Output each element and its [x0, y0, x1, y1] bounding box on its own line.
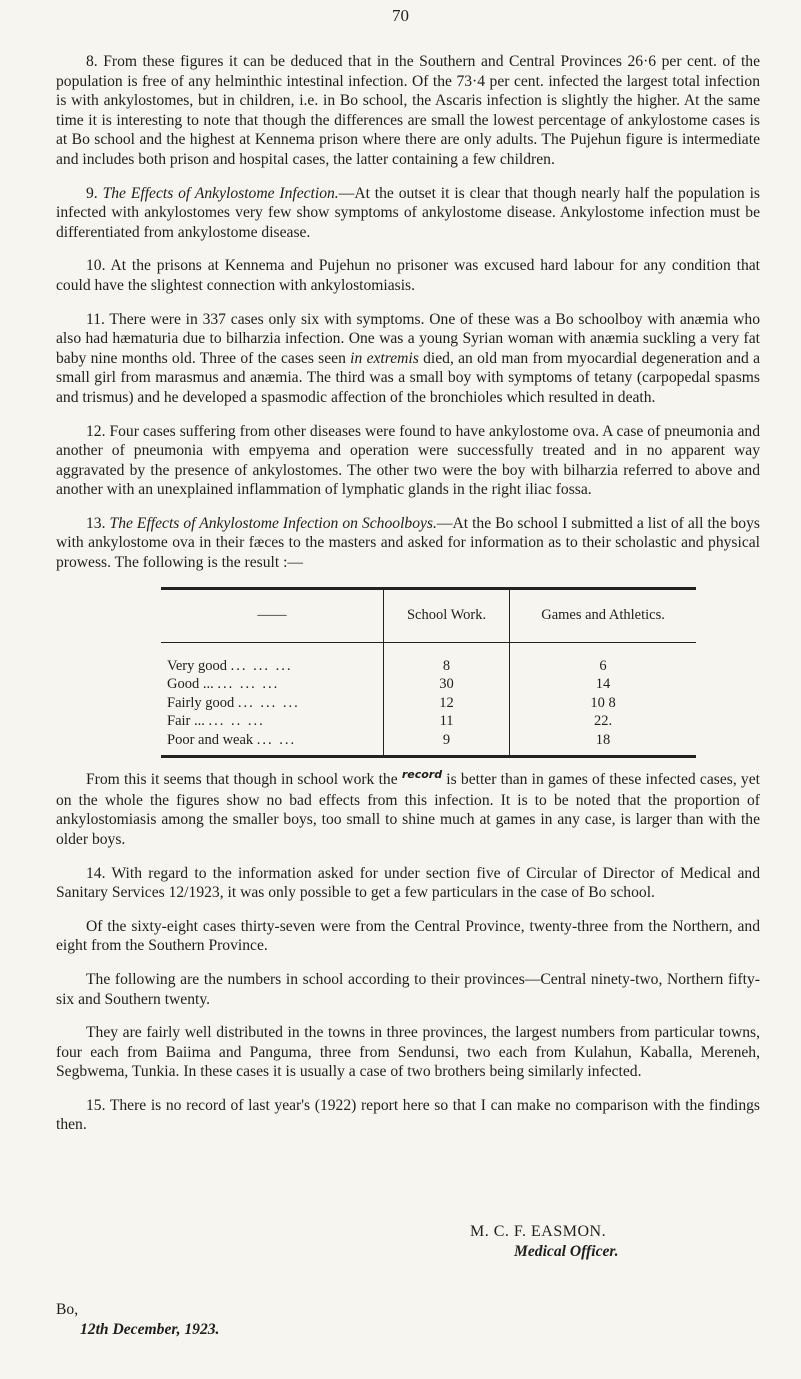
leader-dots: ... ...	[256, 731, 297, 748]
table-row	[161, 731, 696, 757]
paragraph-13-text: —At the Bo school I submitted a list of all the boys with ankylostome ova in their fæces to the masters and asked for information as to their scholastic and physical prowess. The following is the result :—	[56, 514, 760, 572]
row-label	[161, 675, 384, 694]
row-label	[161, 731, 384, 757]
table-header-row	[161, 588, 696, 642]
header-school-work: School Work.	[384, 588, 510, 642]
table-row	[161, 675, 696, 694]
table-row	[161, 712, 696, 731]
school-work-value: 8	[384, 642, 510, 675]
paragraph-10: 10. At the prisons at Kennema and Pujehun no prisoner was excused hard labour for any condition that could have the slightest connection with ankylostomiasis.	[56, 257, 760, 294]
paragraph-11-text-b: died, an old man from myocardial degeneration and a small girl from marasmus and anæmia. The third was a small boy with symptoms of tetany (carpopedal spasms and trismus) and he developed a spasmodic affection of the bronchioles which resulted in death.	[56, 349, 761, 406]
place: Bo,	[56, 1301, 79, 1318]
games-value: 10 8	[510, 694, 696, 713]
paragraph-14: 14. With regard to the information asked for under section five of Circular of Director of Medical and Sanitary Services 12/1923, it was only possible to get a few particulars in the case of Bo school.	[56, 864, 760, 902]
header-blank: ——	[161, 588, 384, 642]
place-date-block	[56, 1300, 219, 1339]
row-label-text: Very good	[167, 657, 228, 674]
games-value: 22.	[510, 712, 696, 731]
handwritten-correction: record	[401, 768, 443, 782]
paragraph-11-italic: in extremis	[350, 349, 419, 367]
school-work-value: 30	[384, 675, 510, 694]
signatory-title: Medical Officer.	[514, 1242, 619, 1260]
page-number: 70	[392, 6, 409, 25]
paragraph-15: 15. There is no record of last year's (1922) report here so that I can make no comparison with the findings then.	[56, 1096, 760, 1134]
results-table	[161, 587, 696, 759]
row-label	[161, 712, 384, 731]
row-label	[161, 694, 384, 713]
leader-dots: ... ... ...	[237, 694, 300, 711]
school-work-value: 9	[384, 731, 510, 757]
signature-block	[470, 1222, 619, 1261]
signatory-name: M. C. F. EASMON.	[470, 1223, 607, 1240]
paragraph-13	[56, 514, 760, 573]
paragraph-12: 12. Four cases suffering from other diseases were found to have ankylostome ova. A case of pneumonia and another of pneumonia with empyema and operation were successfully treated and in no apparent way aggravated by the presence of ankylostomes. The other two were the boy with bilharzia referred to above and another with an unexplained inflammation of lymphatic glands in the right iliac fossa.	[56, 422, 760, 499]
leader-dots: ... ... ...	[230, 657, 293, 674]
paragraph-14-provinces: The following are the numbers in school according to their provinces—Central ninety-two, Northern fifty-six and Southern twenty.	[56, 970, 760, 1008]
date: 12th December, 1923.	[80, 1320, 220, 1338]
games-value: 6	[510, 642, 696, 675]
paragraph-13-number: 13.	[86, 514, 106, 532]
paragraph-9-text: —At the outset it is clear that though nearly half the population is infected with ankylostomes very few show symptoms of ankylostome disease. Ankylostome infection must be differentiated from ankylostome disease.	[56, 184, 761, 241]
games-value: 14	[510, 675, 696, 694]
table-row	[161, 694, 696, 713]
paragraph-9-number: 9.	[86, 184, 98, 202]
report-body	[56, 52, 760, 1149]
leader-dots: ... ... ...	[217, 676, 280, 693]
paragraph-9-heading: The Effects of Ankylostome Infection.	[102, 184, 339, 202]
paragraph-11-text-a: 11. There were in 337 cases only six with symptoms. One of these was a Bo schoolboy with anæmia who also had hæmaturia due to bilharzia infection. One was a young Syrian woman with anæmia suckling a very fat baby nine months old. Three of the cases seen	[56, 310, 760, 367]
row-label-text: Poor and weak	[167, 731, 254, 748]
paragraph-11	[56, 310, 760, 408]
games-value: 18	[510, 731, 696, 757]
paragraph-14-cases: Of the sixty-eight cases thirty-seven were from the Central Province, twenty-three from the Northern, and eight from the Southern Province.	[56, 917, 760, 955]
paragraph-13-heading: The Effects of Ankylostome Infection on Schoolboys.	[109, 514, 437, 532]
paragraph-9	[56, 184, 760, 243]
paragraph-after-table	[56, 770, 760, 849]
school-work-value: 11	[384, 712, 510, 731]
after-table-text-a: From this it seems that though in school work the	[86, 771, 402, 789]
paragraph-14-towns: They are fairly well distributed in the towns in three provinces, the largest numbers from particular towns, four each from Baiima and Panguma, three from Sendunsi, two each from Kulahun, Kaballa, Mereneh, Segbwema, Tunkia. In these cases it is usually a case of two brothers being similarly infected.	[56, 1024, 760, 1081]
leader-dots: ... .. ...	[208, 713, 265, 730]
row-label-text: Fair ...	[167, 713, 205, 730]
row-label	[161, 642, 384, 675]
paragraph-8: 8. From these figures it can be deduced that in the Southern and Central Provinces 26·6 per cent. of the population is free of any helminthic intestinal infection. Of the 73·4 per cent. infected the largest total infection is with ankylostomes, but in children, i.e. in Bo school, the Ascaris infection is slightly the higher. At the same time it is interesting to note that though the differences are small the lowest percentage of ankylostome cases is at Bo school and the highest at Kennema prison where there are only adults. The Pujehun figure is intermediate and includes both prison and hospital cases, the latter containing a few children.	[56, 53, 760, 168]
row-label-text: Fairly good	[167, 694, 235, 711]
table-row	[161, 642, 696, 675]
school-work-value: 12	[384, 694, 510, 713]
header-games-athletics: Games and Athletics.	[510, 588, 696, 642]
after-table-text-b: is better than in games of these infected cases, yet on the whole the figures show no bad effects from this infection. It is to be noted that the proportion of ankylostomiasis among the smaller boys, too small to shine much at games in any case, is larger than with the older boys.	[56, 771, 760, 848]
row-label-text: Good ...	[167, 676, 214, 693]
